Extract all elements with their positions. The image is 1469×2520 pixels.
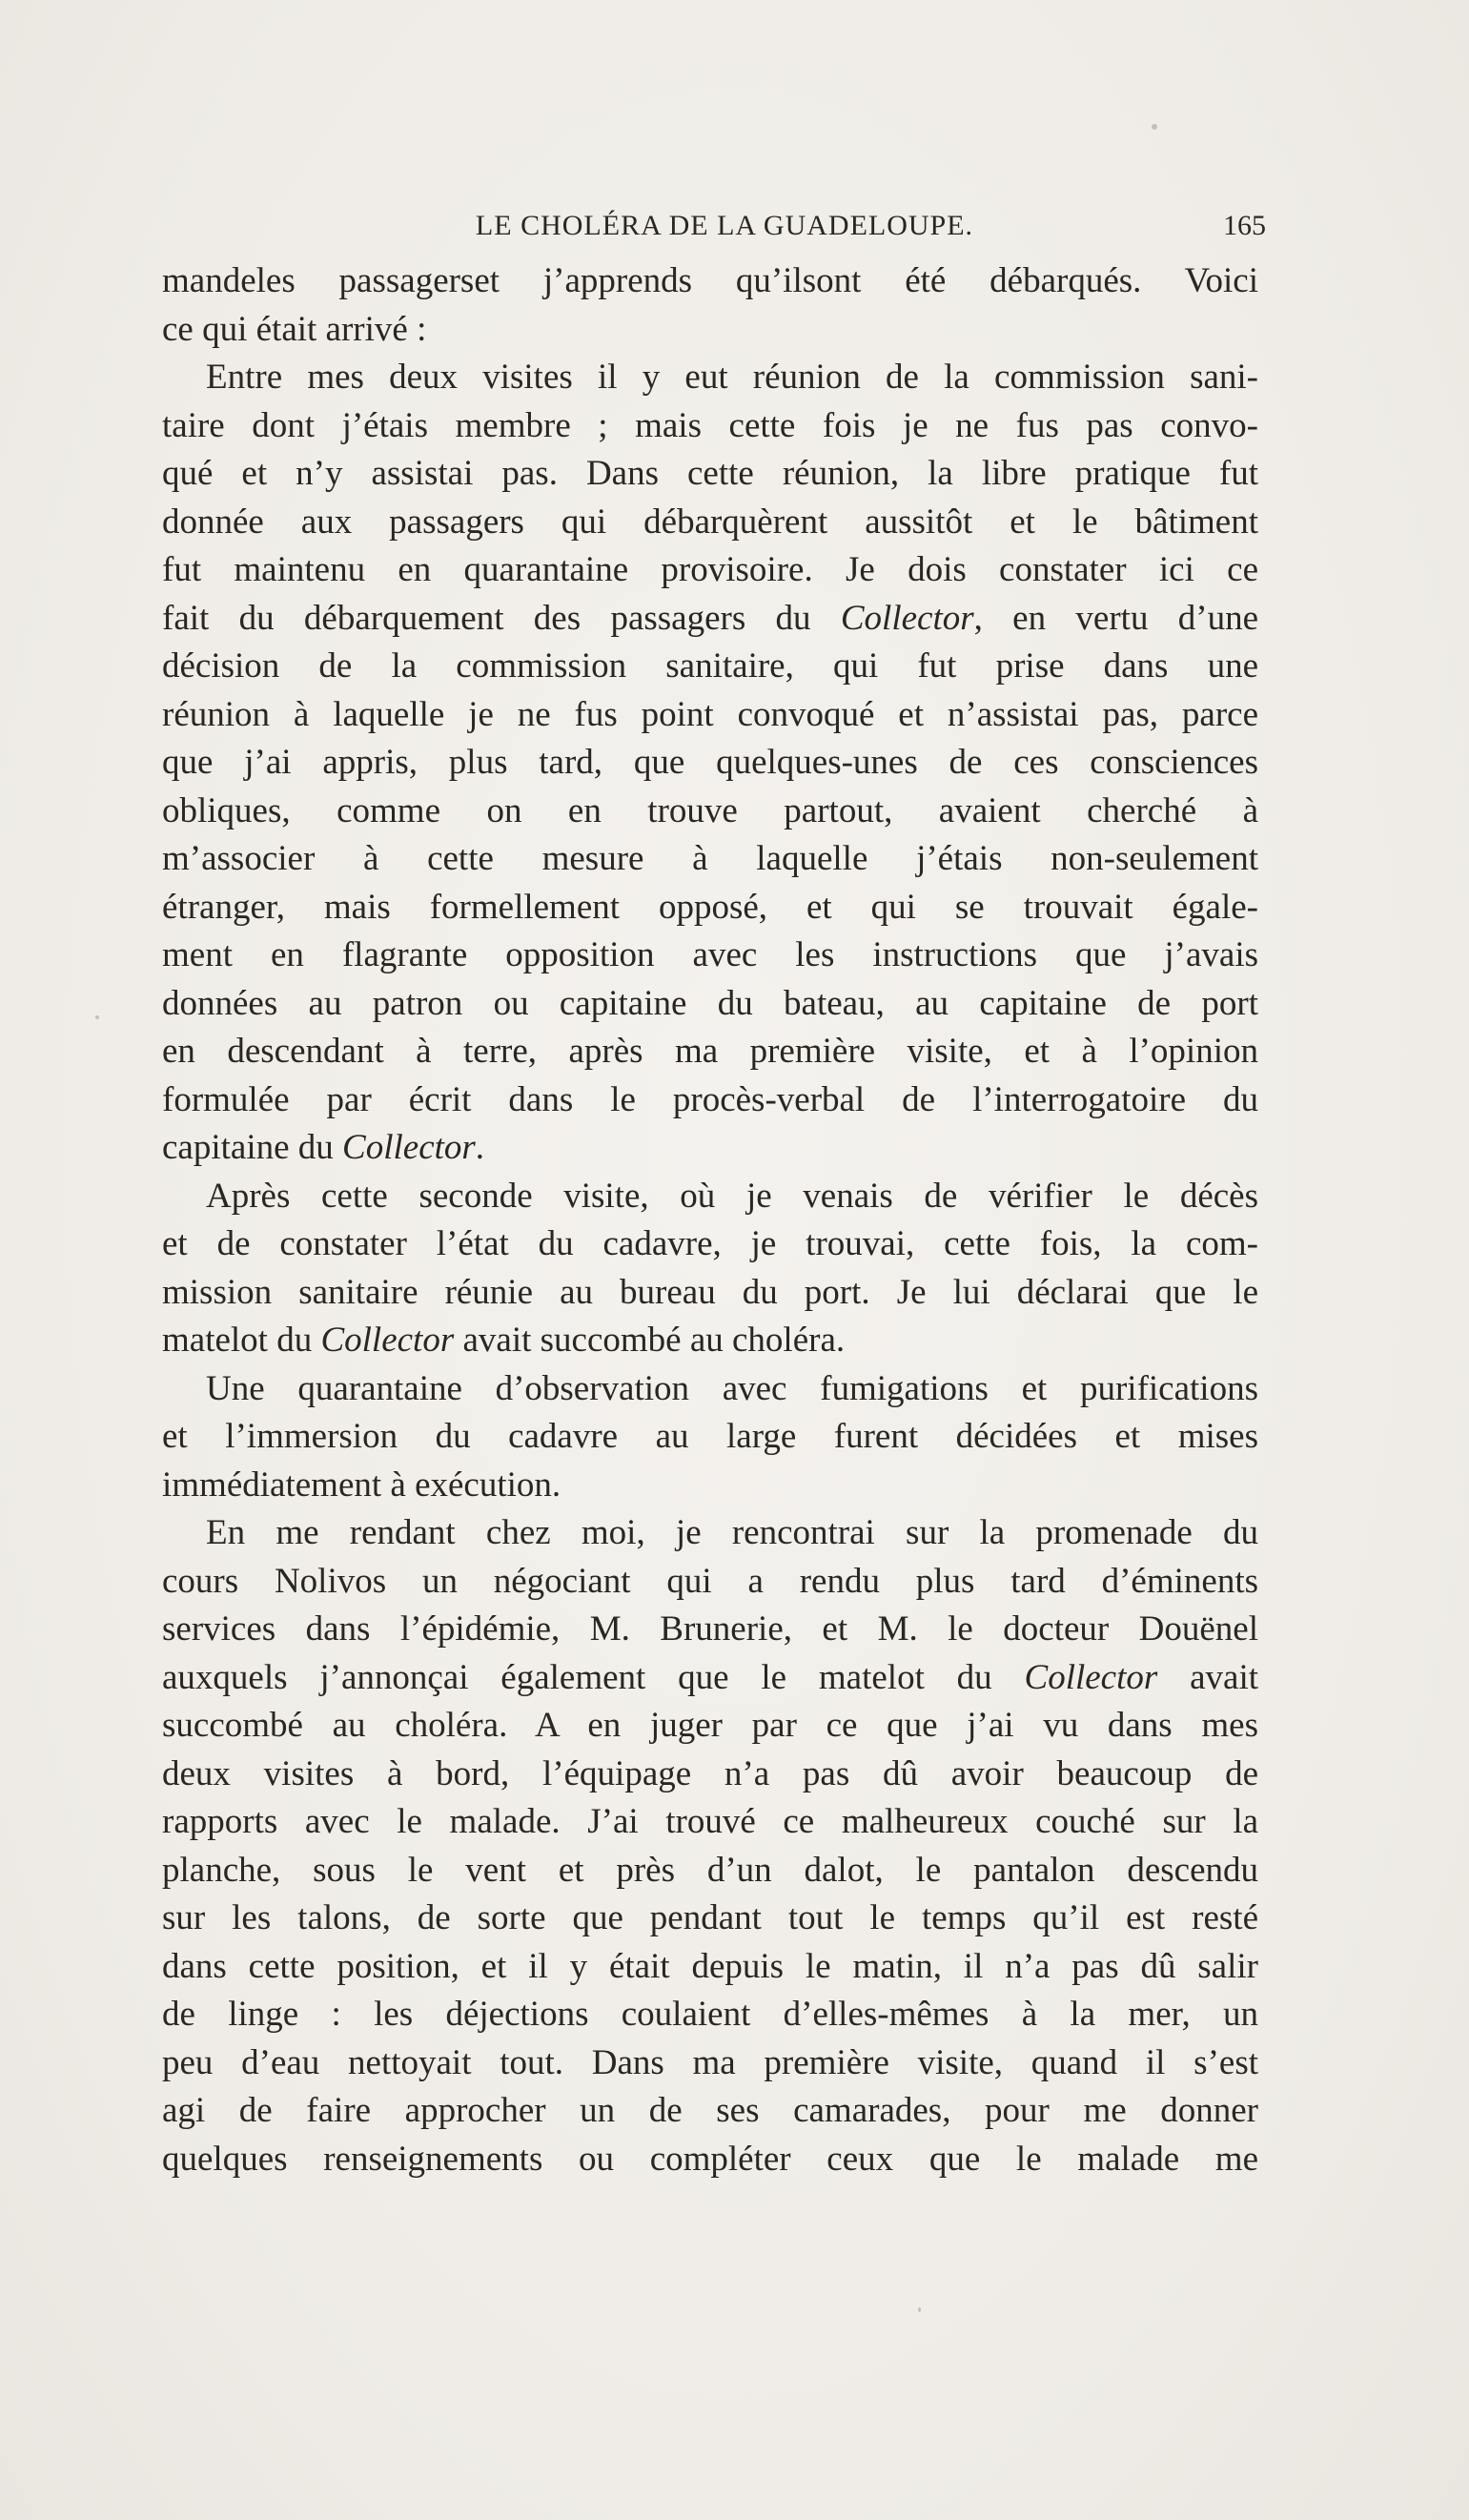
text-line xyxy=(162,1220,1258,1269)
text-line xyxy=(162,1365,1258,1414)
text-line xyxy=(162,2136,1258,2184)
text-line-content: m’associer à cette mesure à laquelle j’étais non-seulement xyxy=(162,839,1258,878)
text-line-content: et l’immersion du cadavre au large furent décidées et mises xyxy=(162,1417,1258,1456)
text-line-content: Une quarantaine d’observation avec fumigations et purifications xyxy=(206,1368,1258,1408)
text-line-content: en descendant à terre, après ma première visite, et à l’opinion xyxy=(162,1032,1258,1071)
text-line xyxy=(162,1654,1258,1703)
text-line-content: capitaine du xyxy=(162,1128,343,1167)
text-line-content: étranger, mais formellement opposé, et qui se trouvait égale- xyxy=(162,887,1258,927)
text-line-content: réunion à laquelle je ne fus point convoqué et n’assistai pas, parce xyxy=(162,694,1258,734)
text-line xyxy=(162,1076,1258,1125)
text-line-content: formulée par écrit dans le procès-verbal de l’interrogatoire du xyxy=(162,1079,1258,1119)
text-line xyxy=(162,1702,1258,1751)
text-line-content: agi de faire approcher un de ses camarades, pour me donner xyxy=(162,2091,1258,2130)
text-line-content: services dans l’épidémie, M. Brunerie, et M. le docteur Douënel xyxy=(162,1609,1258,1649)
text-line-content: qué et n’y assistai pas. Dans cette réunion, la libre pratique fut xyxy=(162,454,1258,493)
text-line-content: quelques renseignements ou compléter ceux que le malade me xyxy=(162,2139,1258,2179)
ship-name: Collector xyxy=(342,1128,476,1167)
text-line xyxy=(162,1751,1258,1799)
text-line-tail: . xyxy=(475,1128,485,1167)
text-line-content: auxquels j’annonçai également que le matelot du xyxy=(162,1657,1025,1697)
text-line xyxy=(162,1895,1258,1943)
text-line-tail: , en vertu d’une xyxy=(973,598,1258,638)
text-line xyxy=(162,450,1258,499)
page-number: 165 xyxy=(1223,210,1266,241)
ship-name: Collector xyxy=(1024,1657,1158,1697)
text-line xyxy=(162,257,1258,306)
text-line-content: ment en flagrante opposition avec les instructions que j’avais xyxy=(162,935,1258,974)
text-line xyxy=(162,2087,1258,2136)
text-line-content: de linge : les déjections coulaient d’elles-mêmes à la mer, un xyxy=(162,1995,1258,2034)
text-line-content: que j’ai appris, plus tard, que quelques-unes de ces consciences xyxy=(162,743,1258,782)
text-line xyxy=(162,884,1258,932)
text-line-content: décision de la commission sanitaire, qui fut prise dans une xyxy=(162,646,1258,686)
text-line xyxy=(162,835,1258,884)
ship-name: Collector xyxy=(840,598,974,638)
text-line-content: Entre mes deux visites il y eut réunion de la commission sani- xyxy=(206,358,1258,397)
text-line xyxy=(162,1317,1258,1365)
body-text xyxy=(162,257,1258,2183)
text-line-content: fait du débarquement des passagers du xyxy=(162,598,841,638)
text-line-content: dans cette position, et il y était depuis le matin, il n’a pas dû salir xyxy=(162,1946,1258,1986)
text-line xyxy=(162,1606,1258,1654)
text-line-content: et de constater l’état du cadavre, je trouvai, cette fois, la com- xyxy=(162,1224,1258,1263)
text-line-content: cours Nolivos un négociant qui a rendu plus tard d’éminents xyxy=(162,1561,1258,1601)
page-header xyxy=(162,202,1287,250)
text-line-content: taire dont j’étais membre ; mais cette fois je ne fus pas convo- xyxy=(162,405,1258,445)
text-line-content: donnée aux passagers qui débarquèrent aussitôt et le bâtiment xyxy=(162,502,1258,542)
text-line xyxy=(162,546,1258,595)
text-line xyxy=(162,595,1258,644)
text-line xyxy=(162,1413,1258,1462)
text-line xyxy=(162,354,1258,402)
text-line-content: Après cette seconde visite, où je venais de vérifier le décès xyxy=(206,1176,1258,1216)
text-line xyxy=(162,1558,1258,1607)
text-line xyxy=(162,1124,1258,1173)
text-line xyxy=(162,1462,1258,1510)
paper-speck xyxy=(95,1015,99,1019)
text-line xyxy=(162,1847,1258,1895)
text-line-tail: avait xyxy=(1157,1657,1259,1697)
text-line xyxy=(162,1173,1258,1221)
text-line-content: mandeles passagerset j’apprends qu’ilsont été débarqués. Voici xyxy=(162,261,1258,300)
text-line xyxy=(162,2039,1258,2088)
text-line xyxy=(162,788,1258,836)
text-line xyxy=(162,1943,1258,1992)
text-line-content: immédiatement à exécution. xyxy=(162,1465,561,1505)
text-line xyxy=(162,1509,1258,1558)
text-line-content: matelot du xyxy=(162,1321,321,1360)
text-line xyxy=(162,402,1258,451)
ship-name: Collector xyxy=(320,1321,455,1360)
text-line-content: sur les talons, de sorte que pendant tout le temps qu’il est resté xyxy=(162,1898,1258,1937)
text-line xyxy=(162,1028,1258,1076)
text-line-content: fut maintenu en quarantaine provisoire. Je dois constater ici ce xyxy=(162,550,1258,589)
text-line xyxy=(162,1269,1258,1318)
text-line-content: peu d’eau nettoyait tout. Dans ma première visite, quand il s’est xyxy=(162,2042,1258,2082)
text-line xyxy=(162,932,1258,980)
text-line xyxy=(162,306,1258,355)
text-line-content: mission sanitaire réunie au bureau du port. Je lui déclarai que le xyxy=(162,1272,1258,1312)
text-line-content: deux visites à bord, l’équipage n’a pas dû avoir beaucoup de xyxy=(162,1753,1258,1793)
running-title: LE CHOLÉRA DE LA GUADELOUPE. xyxy=(475,210,974,241)
text-line-content: En me rendant chez moi, je rencontrai sur la promenade du xyxy=(206,1513,1258,1552)
text-line-tail: avait succombé au choléra. xyxy=(454,1321,846,1360)
text-line xyxy=(162,499,1258,547)
paper-speck xyxy=(918,2307,921,2312)
text-line xyxy=(162,691,1258,740)
text-line xyxy=(162,739,1258,788)
text-line-content: rapports avec le malade. J’ai trouvé ce malheureux couché sur la xyxy=(162,1802,1258,1841)
text-line-content: ce qui était arrivé : xyxy=(162,309,427,349)
text-line-content: succombé au choléra. A en juger par ce que j’ai vu dans mes xyxy=(162,1706,1258,1745)
paper-speck xyxy=(1152,124,1157,130)
text-line-content: données au patron ou capitaine du bateau, au capitaine de port xyxy=(162,983,1258,1023)
text-line xyxy=(162,1991,1258,2039)
text-line xyxy=(162,643,1258,691)
text-line xyxy=(162,980,1258,1029)
text-line-content: planche, sous le vent et près d’un dalot, le pantalon descendu xyxy=(162,1850,1258,1890)
text-line-content: obliques, comme on en trouve partout, avaient cherché à xyxy=(162,790,1258,830)
text-line xyxy=(162,1798,1258,1847)
